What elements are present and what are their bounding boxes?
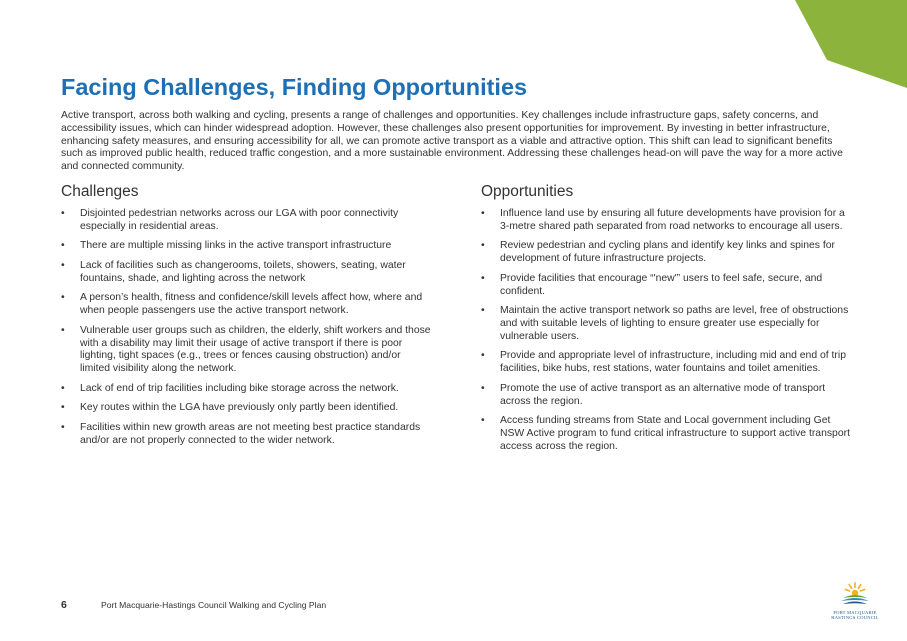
bullet-icon: • xyxy=(61,292,65,304)
bullet-icon: • xyxy=(481,350,485,362)
challenge-item: • Lack of facilities such as changerooms, toilets, showers, seating, water fountains, shade, and lighting across the network xyxy=(61,259,406,284)
challenge-item: • Facilities within new growth areas are not meeting best practice standards and/or are not properly connected to the wider network. xyxy=(61,421,421,446)
footer-document-title: Port Macquarie-Hastings Council Walking and Cycling Plan xyxy=(101,600,327,610)
opportunity-item: • Access funding streams from State and Local government including Get NSW Active program to fund critical infrastructure to support active transport access across the region. xyxy=(481,415,850,452)
challenge-item: • There are multiple missing links in the active transport infrastructure xyxy=(61,240,392,252)
bullet-icon: • xyxy=(61,208,65,219)
opportunity-item: • Provide facilities that encourage “'new'” users to feel safe, secure, and confident. xyxy=(481,272,823,297)
bullet-icon: • xyxy=(61,259,65,271)
challenge-item: • Lack of end of trip facilities including bike storage across the network. xyxy=(61,382,399,394)
council-logo xyxy=(825,580,885,626)
bullet-icon: • xyxy=(481,208,485,219)
opportunity-item: • Provide and appropriate level of infrastructure, including mid and end of trip facilities, bike hubs, rest stations, water fountains and toilet amenities. xyxy=(481,350,846,375)
corner-accent-shape xyxy=(787,0,907,90)
bullet-icon: • xyxy=(61,240,65,252)
bullet-icon: • xyxy=(61,402,65,414)
opportunity-item: • Influence land use by ensuring all future developments have provision for a 3-metre shared path separated from road networks to encourage all users. xyxy=(481,208,845,232)
bullet-icon: • xyxy=(481,305,485,317)
challenge-item: • A person’s health, fitness and confidence/skill levels affect how, where and when people passengers use the active transport network. xyxy=(61,292,423,317)
sun-waves-logo-icon xyxy=(835,580,875,610)
opportunity-item: • Promote the use of active transport as an alternative mode of transport across the region. xyxy=(481,382,826,407)
challenge-item: • Disjointed pedestrian networks across our LGA with poor connectivity especially in residential areas. xyxy=(61,208,399,232)
bullet-icon: • xyxy=(481,382,485,394)
challenge-item: • Vulnerable user groups such as children, the elderly, shift workers and those with a disability may limit their usage of active transport if there is poor lighting, tight spaces (e.g., trees or fences causing obstruction) and/or limited visibility along the network. xyxy=(61,324,431,375)
bullet-icon: • xyxy=(481,240,485,252)
opportunity-item: • Review pedestrian and cycling plans and identify key links and spines for development of future infrastructure projects. xyxy=(481,240,835,265)
bullet-icon: • xyxy=(481,272,485,284)
bullet-icon: • xyxy=(61,421,65,433)
bullet-icon: • xyxy=(481,415,485,427)
challenge-item: • Key routes within the LGA have previously only partly been identified. xyxy=(61,402,399,414)
logo-text-line2: HASTINGS COUNCIL xyxy=(831,615,879,620)
page-number: 6 xyxy=(61,599,67,611)
opportunity-item: • Maintain the active transport network so paths are level, free of obstructions and with suitable levels of lighting to ensure greater use especially for vulnerable users. xyxy=(481,305,849,342)
challenges-column xyxy=(61,183,431,454)
opportunities-column xyxy=(481,183,851,460)
intro-paragraph: Active transport, across both walking and cycling, presents a range of challenges and opportunities. Key challenges include infrastructure gaps, safety concerns, and accessibility issues, which can hinder widespread adoption. However, these challenges also present opportunities for improvement. By investing in better infrastructure, enhancing safety measures, and ensuring accessibility for all, we can promote active transport as a viable and attractive option. This shift can lead to significant benefits such as improved public health, reduced traffic congestion, and a more sustainable environment. Addressing these challenges head-on will pave the way for a more active and connected community. xyxy=(61,110,843,173)
logo-text-line1: PORT MACQUARIE xyxy=(833,610,877,615)
bullet-icon: • xyxy=(61,324,65,336)
bullet-icon: • xyxy=(61,382,65,394)
opportunities-list xyxy=(481,208,851,454)
page-title: Facing Challenges, Finding Opportunities xyxy=(61,74,528,100)
challenges-heading: Challenges xyxy=(61,183,139,200)
challenges-list xyxy=(61,208,431,448)
opportunities-heading: Opportunities xyxy=(481,183,574,200)
